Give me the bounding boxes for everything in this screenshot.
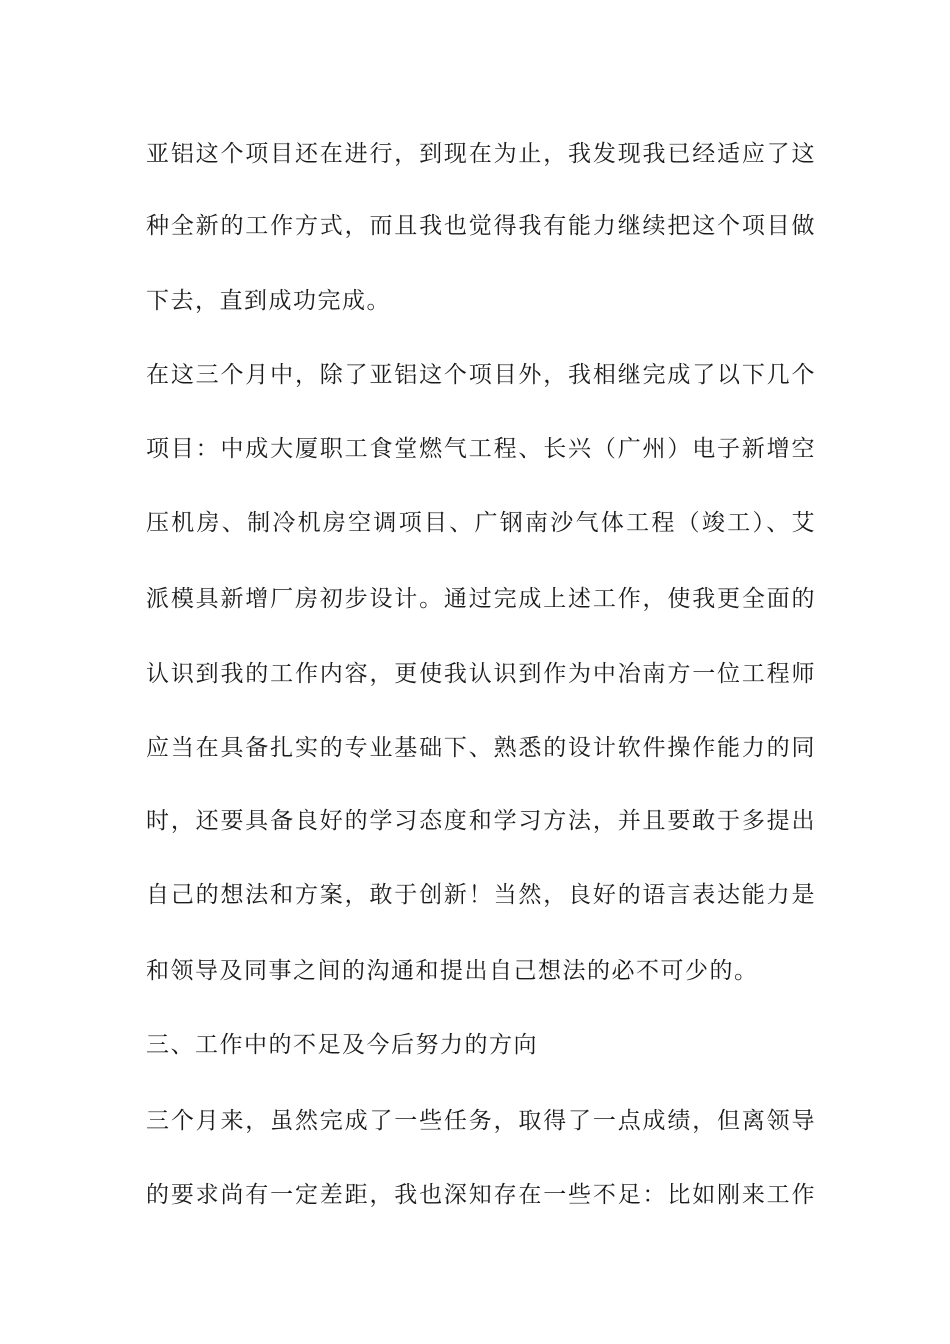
text-line: 压机房、制冷机房空调项目、广钢南沙气体工程（竣工）、艾 bbox=[146, 510, 816, 536]
text-line: 时，还要具备良好的学习态度和学习方法，并且要敢于多提出 bbox=[146, 808, 816, 834]
text-line: 自己的想法和方案，敢于创新！当然，良好的语言表达能力是 bbox=[146, 882, 816, 908]
text-line: 种全新的工作方式，而且我也觉得我有能力继续把这个项目做 bbox=[146, 213, 816, 239]
text-line: 派模具新增厂房初步设计。通过完成上述工作，使我更全面的 bbox=[146, 586, 816, 612]
text-line: 认识到我的工作内容，更使我认识到作为中冶南方一位工程师 bbox=[146, 661, 816, 687]
text-line: 亚铝这个项目还在进行，到现在为止，我发现我已经适应了这 bbox=[146, 141, 816, 167]
text-line: 下去，直到成功完成。 bbox=[146, 288, 391, 314]
text-line: 项目：中成大厦职工食堂燃气工程、长兴（广州）电子新增空 bbox=[146, 436, 816, 462]
text-line: 和领导及同事之间的沟通和提出自己想法的必不可少的。 bbox=[146, 958, 759, 984]
section-heading: 三、工作中的不足及今后努力的方向 bbox=[146, 1032, 538, 1058]
text-line: 三个月来，虽然完成了一些任务，取得了一点成绩，但离领导 bbox=[146, 1108, 816, 1134]
text-line: 在这三个月中，除了亚铝这个项目外，我相继完成了以下几个 bbox=[146, 362, 816, 388]
text-line: 应当在具备扎实的专业基础下、熟悉的设计软件操作能力的同 bbox=[146, 735, 816, 761]
text-line: 的要求尚有一定差距，我也深知存在一些不足：比如刚来工作 bbox=[146, 1182, 816, 1208]
